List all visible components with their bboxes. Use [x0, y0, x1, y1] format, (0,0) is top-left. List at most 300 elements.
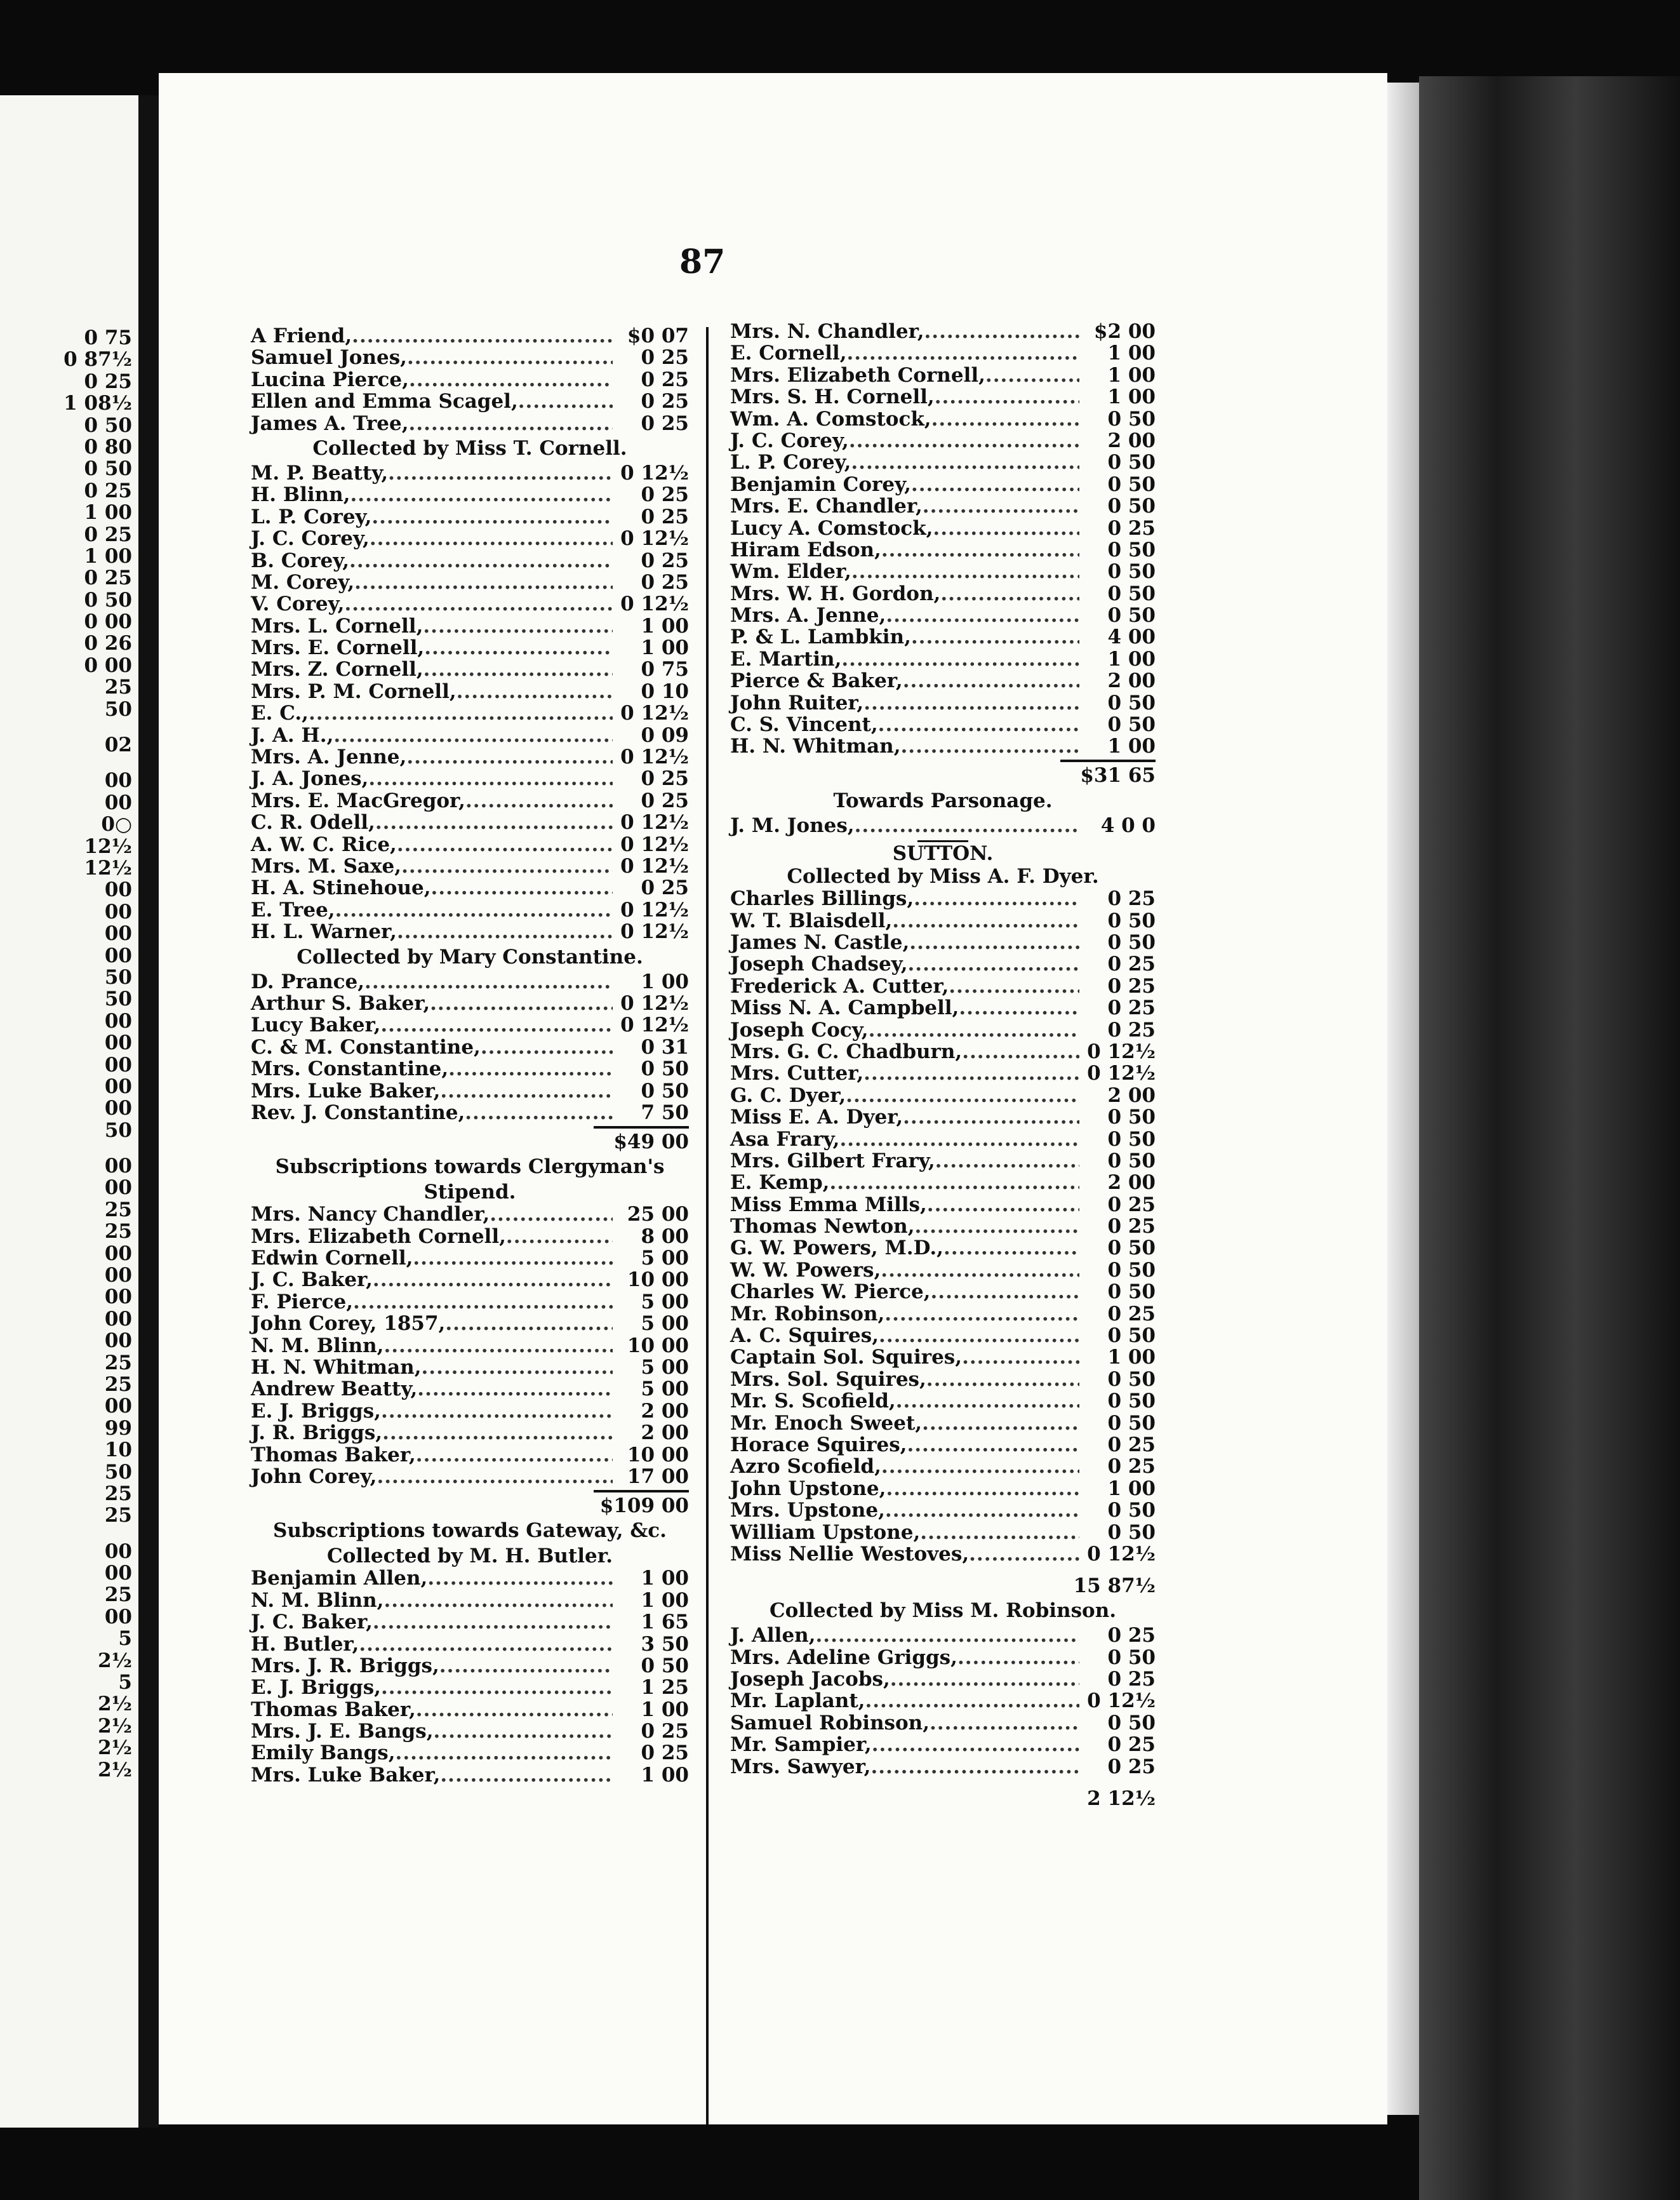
subscriber-name: Benjamin Allen,	[251, 1567, 428, 1590]
leader-dots	[915, 1216, 1080, 1237]
subscription-amount: 0 12½	[620, 746, 689, 769]
subscription-amount: 0 25	[1107, 1215, 1156, 1238]
leader-dots	[431, 877, 613, 899]
subscriber-row	[730, 1325, 1156, 1346]
subscriber-name: Andrew Beatty,	[251, 1378, 418, 1401]
subscriber-row	[251, 1269, 689, 1291]
subscription-amount: 4 0 0	[1100, 814, 1156, 837]
subscription-amount: 0 25	[1107, 1624, 1156, 1647]
subscriber-name: Mrs. Luke Baker,	[251, 1763, 441, 1787]
subscriber-name: Mrs. J. E. Bangs,	[251, 1720, 434, 1743]
previous-page-amount: 25	[104, 1220, 132, 1244]
subscription-amount: 0 25	[1107, 1733, 1156, 1757]
leader-dots	[396, 1742, 613, 1764]
subscriber-name: C. R. Odell,	[251, 811, 375, 835]
leader-dots	[920, 1522, 1079, 1543]
previous-page-amount	[56, 720, 132, 734]
subscriber-name: Thomas Baker,	[251, 1443, 416, 1466]
subscriber-row	[730, 1063, 1156, 1084]
subscriber-name: Mrs. L. Cornell,	[251, 614, 423, 638]
subscriber-row	[730, 997, 1156, 1019]
previous-page-amount: 2½	[98, 1736, 132, 1760]
subscriber-name: Mrs. Upstone,	[730, 1499, 885, 1522]
previous-page-amount: 00	[104, 1329, 132, 1353]
subscriber-row	[730, 1369, 1156, 1390]
subscriber-row	[730, 1172, 1156, 1193]
leader-dots	[881, 539, 1079, 561]
left-column	[251, 325, 689, 1786]
page-number: 87	[679, 243, 726, 281]
leader-dots	[903, 1106, 1079, 1128]
subscriber-row	[251, 347, 689, 368]
subscriber-name: E. C.,	[251, 702, 309, 725]
subscriber-name: J. A. H.,	[251, 723, 334, 747]
leader-dots	[413, 1247, 613, 1269]
subscriber-row	[730, 1478, 1156, 1499]
previous-page-amount: 1 00	[84, 501, 132, 525]
subscriber-name: John Corey, 1857,	[251, 1312, 446, 1336]
leader-dots	[373, 1611, 613, 1633]
subscriber-row	[730, 1456, 1156, 1477]
subscriber-row	[251, 1335, 689, 1357]
subscription-amount: 0 50	[1107, 1280, 1156, 1304]
previous-page-amount: 00	[104, 1053, 132, 1077]
subscriber-name: H. A. Stinehoue,	[251, 876, 431, 900]
subscriber-name: James N. Castle,	[730, 930, 910, 954]
subscription-amount: 0 12½	[620, 833, 689, 856]
subscriber-name: Charles W. Pierce,	[730, 1280, 931, 1304]
subscription-amount: 0 50	[1107, 407, 1156, 431]
subscriber-row	[730, 1690, 1156, 1712]
subscriber-row	[251, 593, 689, 615]
subscriber-row	[730, 1499, 1156, 1521]
subscriber-row	[251, 528, 689, 549]
previous-page-amount: 00	[104, 944, 132, 967]
subscription-amount: 1 00	[641, 614, 689, 638]
leader-dots	[434, 1720, 613, 1742]
section-heading: Collected by Mary Constantine.	[297, 945, 643, 969]
leader-dots	[847, 342, 1079, 364]
previous-page-amount: 1 08½	[63, 392, 132, 415]
subscriber-row	[251, 1400, 689, 1422]
subscriber-row	[251, 790, 689, 812]
subscriber-row	[730, 976, 1156, 997]
subscriber-name: Mrs. A. Jenne,	[730, 604, 886, 627]
leader-dots	[890, 1668, 1079, 1690]
subscriber-name: John Corey,	[251, 1465, 377, 1488]
previous-page-amount: 12½	[84, 835, 132, 858]
subscriber-row	[730, 888, 1156, 909]
subscription-amount: 0 25	[1107, 1755, 1156, 1778]
total-amount: $109 00	[594, 1490, 689, 1517]
leader-dots	[381, 1677, 613, 1698]
previous-page-amount: 0 26	[84, 632, 132, 655]
subscription-amount: 0 50	[1107, 1149, 1156, 1172]
subscriber-row	[730, 1625, 1156, 1646]
subscriber-name: A Friend,	[251, 325, 352, 347]
subscriber-name: Rev. J. Constantine,	[251, 1101, 465, 1124]
leader-dots	[397, 921, 613, 942]
leader-dots	[911, 474, 1079, 495]
leader-dots	[373, 1269, 613, 1291]
previous-page-amount: 0 50	[84, 413, 132, 437]
leader-dots	[949, 976, 1079, 997]
previous-page-amount	[56, 1141, 132, 1155]
subscription-amount: 0 50	[1107, 1411, 1156, 1435]
subscriber-name: Edwin Cornell,	[251, 1247, 413, 1270]
previous-page-amount: 2½	[98, 1714, 132, 1738]
leader-dots	[445, 1313, 613, 1334]
subscription-amount: 0 12½	[1087, 1542, 1156, 1566]
subscription-amount: 0 25	[1107, 1193, 1156, 1216]
subscription-amount: 1 00	[1107, 386, 1156, 409]
subscription-amount: 1 00	[1107, 1346, 1156, 1369]
subscription-amount: 0 12½	[620, 920, 689, 944]
previous-page-amount: 0 80	[84, 435, 132, 459]
subscriber-name: W. T. Blaisdell,	[730, 909, 893, 932]
subscriber-name: G. C. Dyer,	[730, 1083, 846, 1107]
leader-dots	[870, 1756, 1079, 1778]
subscriber-row	[251, 1742, 689, 1764]
leader-dots	[406, 746, 613, 768]
subscription-amount: 0 25	[641, 505, 689, 528]
previous-page-amount: 25	[104, 1504, 132, 1527]
leader-dots	[930, 1281, 1079, 1303]
subscriber-row	[730, 932, 1156, 953]
subscriber-name: Joseph Jacobs,	[730, 1668, 890, 1691]
previous-page-amount: 00	[104, 878, 132, 902]
subscriber-name: Wm. Elder,	[730, 560, 851, 584]
section-heading: Stipend.	[423, 1181, 516, 1204]
subscriber-name: Azro Scofield,	[730, 1455, 881, 1479]
subscriber-row	[251, 1313, 689, 1334]
subscription-amount: 0 25	[641, 789, 689, 812]
leader-dots	[849, 430, 1079, 452]
subscriber-row	[251, 1677, 689, 1698]
total-amount: $31 65	[1060, 760, 1156, 786]
subscription-amount: 0 25	[1107, 887, 1156, 911]
leader-dots	[943, 1237, 1079, 1259]
subscription-amount: 2 00	[641, 1421, 689, 1445]
subscription-amount: 0 50	[1107, 713, 1156, 737]
subscription-amount: 3 50	[641, 1632, 689, 1656]
leader-dots	[930, 1712, 1079, 1734]
leader-dots	[335, 899, 613, 921]
subscriber-name: Mrs. Nancy Chandler,	[251, 1203, 490, 1226]
previous-page-amount: 00	[104, 1031, 132, 1055]
leader-dots	[368, 768, 613, 789]
subscription-amount: 0 50	[1107, 1106, 1156, 1129]
leader-dots	[851, 452, 1079, 473]
subscriber-name: Samuel Jones,	[251, 346, 407, 370]
subscriber-row	[730, 474, 1156, 495]
subscriber-name: Mrs. Z. Cornell,	[251, 658, 423, 681]
subscription-amount: 0 12½	[620, 898, 689, 922]
leader-dots	[490, 1204, 613, 1225]
leader-dots	[375, 812, 613, 833]
subscriber-name: Mr. Robinson,	[730, 1302, 885, 1325]
subscription-amount: 0 31	[641, 1035, 689, 1059]
subscriber-row	[730, 518, 1156, 539]
subscriber-row	[251, 746, 689, 768]
subscriber-name: J. A. Jones,	[251, 767, 369, 791]
subscription-amount: 0 25	[1107, 516, 1156, 540]
subscriber-name: Mrs. Gilbert Frary,	[730, 1149, 935, 1172]
subscriber-row	[730, 1668, 1156, 1690]
subscriber-row	[730, 539, 1156, 561]
previous-page-amount: 50	[104, 965, 132, 989]
section-heading: SUTTON.	[892, 842, 994, 866]
subscription-amount: 0 50	[1107, 1237, 1156, 1260]
subscriber-name: Mrs. P. M. Cornell,	[251, 680, 457, 703]
subscription-amount: 5 00	[641, 1356, 689, 1379]
subscriber-row	[251, 1699, 689, 1720]
leader-dots	[935, 1150, 1079, 1172]
subscriber-name: J. C. Corey,	[251, 527, 370, 551]
previous-page-amount: 00	[104, 1075, 132, 1098]
leader-dots	[381, 1400, 613, 1422]
subscriber-name: M. P. Beatty,	[251, 461, 389, 485]
previous-page-amount: 25	[104, 1198, 132, 1221]
leader-dots	[457, 681, 613, 702]
subscription-amount: 2 00	[1107, 1083, 1156, 1107]
subscription-amount: 0 25	[641, 390, 689, 413]
subscriber-name: M. Corey,	[251, 570, 355, 594]
subscription-amount: 5 00	[641, 1312, 689, 1336]
subscriber-row	[251, 1655, 689, 1677]
subscriber-row	[251, 1720, 689, 1742]
leader-dots	[985, 365, 1079, 386]
subscriber-row	[251, 1036, 689, 1058]
subscriber-row	[251, 993, 689, 1014]
subscription-amount: 1 00	[1107, 342, 1156, 365]
leader-dots	[409, 369, 613, 391]
leader-dots	[370, 528, 613, 549]
subscriber-name: Lucy Baker,	[251, 1014, 381, 1037]
previous-page-amount: 50	[104, 1118, 132, 1142]
subscriber-name: J. Allen,	[730, 1624, 816, 1647]
subscriber-name: Mrs. E. Cornell,	[251, 636, 425, 660]
leader-dots	[416, 1444, 613, 1466]
leader-dots	[397, 834, 613, 855]
previous-page-amount: 25	[104, 1583, 132, 1607]
leader-dots	[465, 790, 613, 812]
subscriber-name: Mrs. M. Saxe,	[251, 854, 402, 878]
leader-dots	[359, 1633, 613, 1655]
subscriber-row	[251, 1764, 689, 1786]
leader-dots	[423, 659, 613, 680]
subscriber-name: Mrs. N. Chandler,	[730, 320, 924, 343]
leader-dots	[892, 910, 1079, 932]
subscription-amount: 4 00	[1107, 626, 1156, 649]
subscriber-row	[251, 1444, 689, 1466]
total-amount: 15 87½	[1073, 1574, 1156, 1597]
subscription-amount: 0 25	[641, 876, 689, 900]
subscriber-row	[251, 325, 689, 347]
subscriber-name: Ellen and Emma Scagel,	[251, 390, 518, 413]
subscription-amount: 25 00	[627, 1203, 689, 1226]
subscriber-row	[730, 365, 1156, 386]
previous-page-amount: 25	[104, 1372, 132, 1396]
subscriber-name: Thomas Newton,	[730, 1215, 915, 1238]
subscriber-name: Mrs. Adeline Griggs,	[730, 1646, 957, 1669]
leader-dots	[881, 1259, 1079, 1281]
subscriber-name: Mrs. Elizabeth Cornell,	[730, 363, 985, 387]
leader-dots	[846, 1085, 1079, 1106]
subscriber-row	[251, 1014, 689, 1036]
subscriber-row	[251, 1633, 689, 1655]
leader-dots	[959, 997, 1079, 1019]
subscriber-row	[251, 855, 689, 877]
subscriber-name: Mrs. E. Chandler,	[730, 495, 923, 518]
subscriber-row	[730, 1237, 1156, 1259]
leader-dots	[922, 1412, 1079, 1434]
subscriber-row	[730, 953, 1156, 975]
previous-page-amount: 0○	[101, 813, 132, 836]
leader-dots	[962, 1041, 1079, 1063]
previous-page-amount: 00	[104, 791, 132, 814]
leader-dots	[421, 1357, 613, 1378]
leader-dots	[816, 1625, 1079, 1646]
subscriber-row	[730, 1019, 1156, 1041]
subscription-amount: 0 50	[641, 1654, 689, 1677]
section-heading: Towards Parsonage.	[833, 789, 1053, 812]
subscriber-name: Mrs. E. MacGregor,	[251, 789, 465, 812]
subscription-amount: 0 12½	[1087, 1062, 1156, 1085]
subscriber-row	[251, 462, 689, 484]
subscriber-name: B. Corey,	[251, 549, 350, 572]
subscriber-row	[730, 1303, 1156, 1325]
subscription-amount: 0 09	[641, 723, 689, 747]
subscription-amount: 10 00	[627, 1334, 689, 1357]
leader-dots	[851, 561, 1079, 582]
subscriber-name: Charles Billings,	[730, 887, 914, 911]
subscription-amount: 1 00	[641, 970, 689, 993]
leader-dots	[416, 1699, 613, 1720]
subscriber-name: H. N. Whitman,	[251, 1356, 422, 1379]
subscription-amount: 0 25	[641, 1741, 689, 1765]
subscription-amount: 0 25	[641, 549, 689, 572]
subscriber-row	[730, 1216, 1156, 1237]
subscriber-name: Hiram Edson,	[730, 538, 881, 561]
previous-page-amount: 00	[104, 1242, 132, 1265]
leader-dots	[855, 815, 1079, 836]
previous-page-amount: 00	[104, 1264, 132, 1287]
previous-page-amount: 00	[104, 1009, 132, 1033]
subscriber-name: Mrs. W. H. Gordon,	[730, 582, 941, 605]
leader-dots	[886, 605, 1079, 626]
subscriber-name: H. Butler,	[251, 1632, 359, 1656]
subscriber-name: D. Prance,	[251, 970, 365, 993]
subscriber-name: L. P. Corey,	[251, 505, 372, 528]
previous-page-amount: 0 00	[84, 654, 132, 677]
leader-dots	[940, 583, 1079, 605]
subscription-amount: 5 00	[641, 1290, 689, 1313]
previous-page-amount	[56, 1527, 132, 1541]
subscriber-row	[730, 815, 1156, 836]
leader-dots	[353, 1291, 613, 1313]
subscription-amount: 0 75	[641, 658, 689, 681]
subscriber-name: E. Kemp,	[730, 1171, 830, 1195]
subscriber-row	[251, 413, 689, 434]
subscriber-row	[251, 725, 689, 746]
subscription-amount: 1 25	[641, 1676, 689, 1700]
leader-dots	[430, 993, 613, 1014]
leader-dots	[926, 1369, 1079, 1390]
subscriber-name: Frederick A. Cutter,	[730, 974, 949, 998]
subscriber-name: Samuel Robinson,	[730, 1711, 930, 1734]
subscriber-name: Emily Bangs,	[251, 1741, 396, 1765]
previous-page-amount: 50	[104, 697, 132, 721]
subscriber-row	[730, 342, 1156, 364]
leader-dots	[349, 550, 613, 572]
subscriber-name: Mrs. G. C. Chadburn,	[730, 1040, 963, 1063]
previous-page-amount: 00	[104, 1605, 132, 1628]
leader-dots	[872, 1734, 1079, 1755]
subscription-amount: 0 12½	[1087, 1040, 1156, 1063]
subscriber-row	[251, 484, 689, 506]
section-heading: Collected by M. H. Butler.	[326, 1545, 613, 1568]
subscriber-name: Mr. S. Scofield,	[730, 1390, 896, 1413]
leader-dots	[383, 1335, 613, 1357]
subscriber-row	[730, 1543, 1156, 1565]
subscription-amount: 1 00	[641, 1567, 689, 1590]
subscription-amount: 0 25	[1107, 1455, 1156, 1479]
subscriber-name: Mrs. A. Jenne,	[251, 746, 407, 769]
subscriber-row	[730, 1129, 1156, 1150]
subscriber-name: Joseph Chadsey,	[730, 953, 908, 976]
subscriber-row	[730, 321, 1156, 342]
previous-page-amount: 00	[104, 900, 132, 923]
subscription-amount: 0 25	[641, 570, 689, 594]
section-total	[251, 1487, 689, 1517]
subscriber-row	[730, 692, 1156, 714]
subscriber-name: Lucy A. Comstock,	[730, 516, 933, 540]
subscriber-name: John Upstone,	[730, 1477, 886, 1500]
subscriber-row	[251, 1378, 689, 1400]
subscription-amount: 0 25	[641, 346, 689, 370]
leader-dots	[914, 888, 1079, 909]
leader-dots	[309, 702, 613, 724]
subscriber-row	[251, 1590, 689, 1611]
previous-page-amount: 0 50	[84, 457, 132, 481]
section-total	[730, 758, 1156, 787]
subscription-amount: 1 00	[1107, 735, 1156, 758]
subscription-amount: 0 25	[1107, 1433, 1156, 1456]
subscriber-row	[730, 1106, 1156, 1128]
page-edge	[1387, 83, 1419, 2115]
subscriber-row	[730, 1194, 1156, 1216]
subscription-amount: 0 25	[1107, 1302, 1156, 1325]
subscriber-name: Miss Nellie Westoves,	[730, 1542, 970, 1566]
subscriber-name: A. C. Squires,	[730, 1324, 879, 1348]
subscription-amount: 0 50	[1107, 495, 1156, 518]
previous-page-amount: 5	[118, 1627, 132, 1651]
subscriber-name: Asa Frary,	[730, 1127, 840, 1151]
subscriber-name: Mrs. Elizabeth Cornell,	[251, 1224, 506, 1248]
leader-dots	[371, 506, 613, 528]
leader-dots	[364, 971, 613, 993]
subscriber-row	[730, 1041, 1156, 1063]
leader-dots	[350, 484, 613, 506]
section-heading: Collected by Miss M. Robinson.	[769, 1599, 1117, 1623]
subscription-amount: 17 00	[627, 1465, 689, 1488]
leader-dots	[924, 321, 1079, 342]
previous-page-amount: 0 50	[84, 588, 132, 612]
subscriber-row	[251, 506, 689, 528]
subscription-amount: 0 50	[1107, 1258, 1156, 1282]
subscriber-row	[730, 910, 1156, 932]
